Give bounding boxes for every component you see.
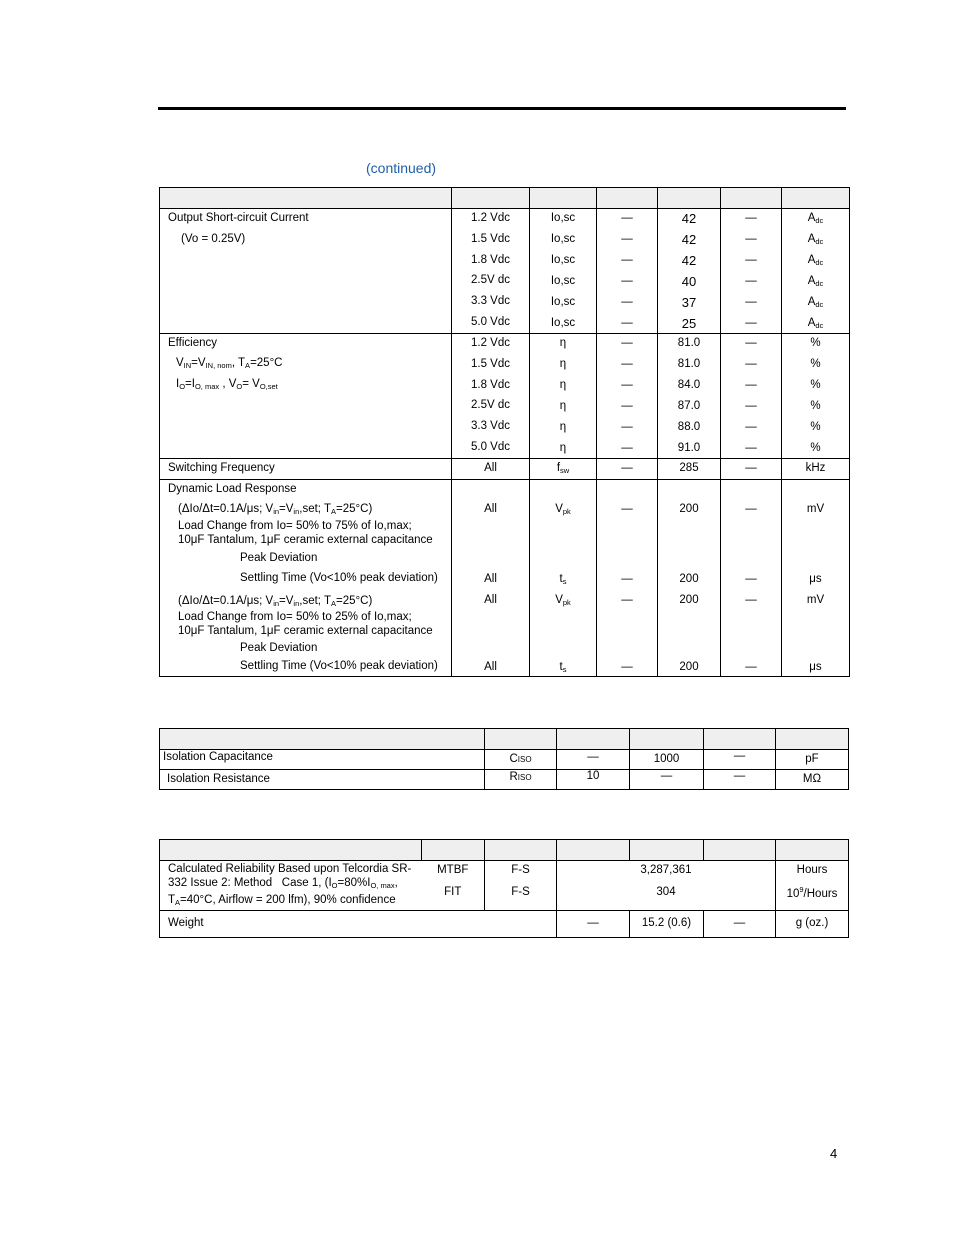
- table-row: Calculated Reliability Based upon Telcordia SR- 332 Issue 2: Method Case 1, ($I_O=80\%I_{O, max}$, $T_A=40^\circ C$, Airflow = 200 lfm), 90% confidence MTBF FIT F-S F-S 3,287,361 304 Hours $10^9$/Hours: [160, 861, 849, 911]
- header-rule: [158, 107, 846, 110]
- table-header-row: [160, 188, 850, 209]
- table-row: Efficiency $V_{IN}=V_{IN, nom}$, $T_A=25^\circ C$ $I_O=I_{O, max}$ , $V_O= V_{O,set}$ 1.2 Vdc 1.5 Vdc 1.8 Vdc 2.5V dc 3.3 Vdc 5.0 Vdc η η η η η η — — — — — — 81.0 81.0 84.0 87.0 88.0 91.0 — — — — — — % % % % % %: [160, 334, 850, 459]
- table-row: Switching Frequency All $f_{sw}$ — 285 — kHz: [160, 459, 850, 480]
- efficiency-condition-2: $I_O=I_{O, max}$ , $V_O= V_{O,set}$: [176, 378, 278, 391]
- short-circuit-label: Output Short-circuit Current: [168, 212, 309, 224]
- table-row: Isolation Resistance RISO 10 — — MΩ: [160, 770, 849, 790]
- reliability-label: Calculated Reliability Based upon Telcordia SR- 332 Issue 2: Method Case 1, ($I_O=80\%I_{O, max}$, $T_A=40^\circ C$, Airflow = 200 lfm), 90% confidence: [168, 863, 412, 907]
- continued-label: (continued): [366, 160, 437, 176]
- table-row: Weight — 15.2 (0.6) — g (oz.): [160, 911, 849, 938]
- short-circuit-condition: (Vo = 0.25V): [181, 233, 246, 245]
- table-header-row: [160, 840, 849, 861]
- page-number: 4: [830, 1146, 838, 1161]
- isolation-table: [159, 728, 849, 790]
- efficiency-condition-1: $V_{IN}=V_{IN, nom}$, $T_A=25^\circ C$: [176, 357, 283, 370]
- table-row: Dynamic Load Response (ΔIo/Δt=0.1A/μs; $V_{in}=V_{in},set$; $T_A=25^\circ C$) Load Change from Io= 50% to 75% of Io,max; 10μF Tantalum, 1μF ceramic external capacitance Peak Deviation Settling Time (Vo<10% peak deviation) (ΔIo/Δt=0.1A/μs; $V_{in}=V_{in},set$; $T_A=25^\circ C$) Load Change from Io= 50% to 25% of Io,max; 10μF Tantalum, 1μF ceramic external capacitance Peak Deviation Settling Time (Vo<10% peak deviation) All All All All $V_{pk}$ $t_s$ $V_{pk}$ $t_s$ — — — — 200 200 200 200 — — — — mV μs mV μs: [160, 480, 850, 677]
- table-header-row: [160, 729, 849, 750]
- general-spec-table: [159, 839, 849, 938]
- electrical-spec-table: [159, 187, 850, 677]
- table-row: Output Short-circuit Current (Vo = 0.25V) 1.2 Vdc 1.5 Vdc 1.8 Vdc 2.5V dc 3.3 Vdc 5.0 Vdc Io,sc Io,sc Io,sc Io,sc Io,sc Io,sc — — — — — — 42 42 42 40 37 25 — — — — — — $A_{dc}$ $A_{dc}$ $A_{dc}$ $A_{dc}$ $A_{dc}$ $A_{dc}$: [160, 209, 850, 334]
- symbol-column: Io,sc Io,sc Io,sc Io,sc Io,sc Io,sc: [530, 209, 597, 334]
- table-row: Isolation Capacitance CISO — 1000 — pF: [160, 750, 849, 770]
